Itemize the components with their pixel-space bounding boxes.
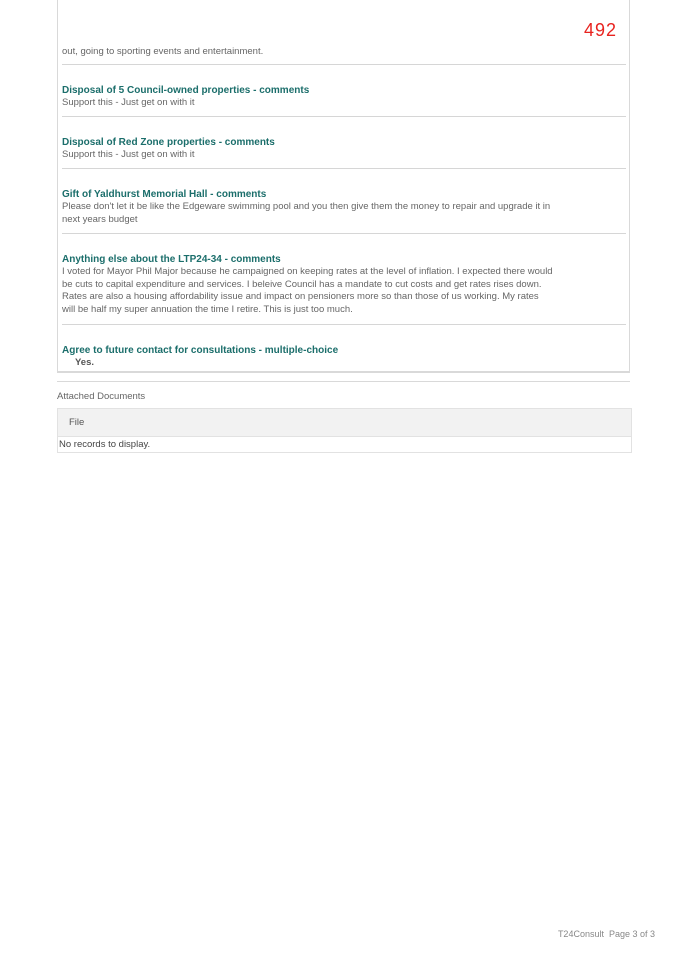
question-block-disposal-red-zone	[62, 137, 582, 162]
answer-line: I voted for Mayor Phil Major because he campaigned on keeping rates at the level of inflation. I expected there would	[62, 266, 553, 277]
divider	[62, 168, 626, 169]
page-footer: T24Consult Page 3 of 3	[557, 929, 655, 939]
divider	[62, 233, 626, 234]
question-title: Agree to future contact for consultations - multiple-choice	[62, 345, 339, 356]
question-block-yaldhurst-hall	[62, 189, 582, 226]
divider	[62, 324, 626, 325]
question-title: Anything else about the LTP24-34 - comments	[62, 254, 281, 265]
question-block-future-contact	[62, 345, 582, 370]
file-column-header[interactable]: File	[58, 409, 631, 437]
multiple-choice-answer: Yes.	[75, 357, 95, 368]
answer-line: will be half my super annuation the time I retire. This is just too much.	[62, 303, 353, 315]
answer-line: Support this - Just get on with it	[62, 149, 195, 160]
page-number: 492	[583, 20, 617, 40]
answer-line: next years budget	[62, 213, 138, 225]
question-block-anything-else	[62, 254, 582, 316]
answer-line: Support this - Just get on with it	[62, 97, 195, 108]
attached-documents-table	[57, 408, 632, 453]
question-title: Disposal of Red Zone properties - comments	[62, 137, 275, 148]
answer-line: Rates are also a housing affordability issue and impact on pensioners more so than those of us working. My rates	[62, 291, 539, 302]
question-title: Gift of Yaldhurst Memorial Hall - comments	[62, 189, 267, 200]
answer-line: be cuts to capital expenditure and services. I beleive Council has a mandate to cut costs and get rates rises down.	[62, 278, 542, 290]
attached-documents-heading: Attached Documents	[57, 391, 146, 402]
divider	[62, 64, 626, 65]
answer-line: Please don't let it be like the Edgeware swimming pool and you then give them the money to repair and upgrade it in	[62, 201, 551, 212]
question-block-disposal-council-properties	[62, 85, 582, 110]
previous-answer-snippet: out, going to sporting events and entertainment.	[62, 46, 264, 57]
section-rule	[57, 381, 630, 382]
divider	[62, 116, 626, 117]
question-title: Disposal of 5 Council-owned properties - comments	[62, 85, 310, 96]
no-records-message: No records to display.	[59, 439, 151, 450]
